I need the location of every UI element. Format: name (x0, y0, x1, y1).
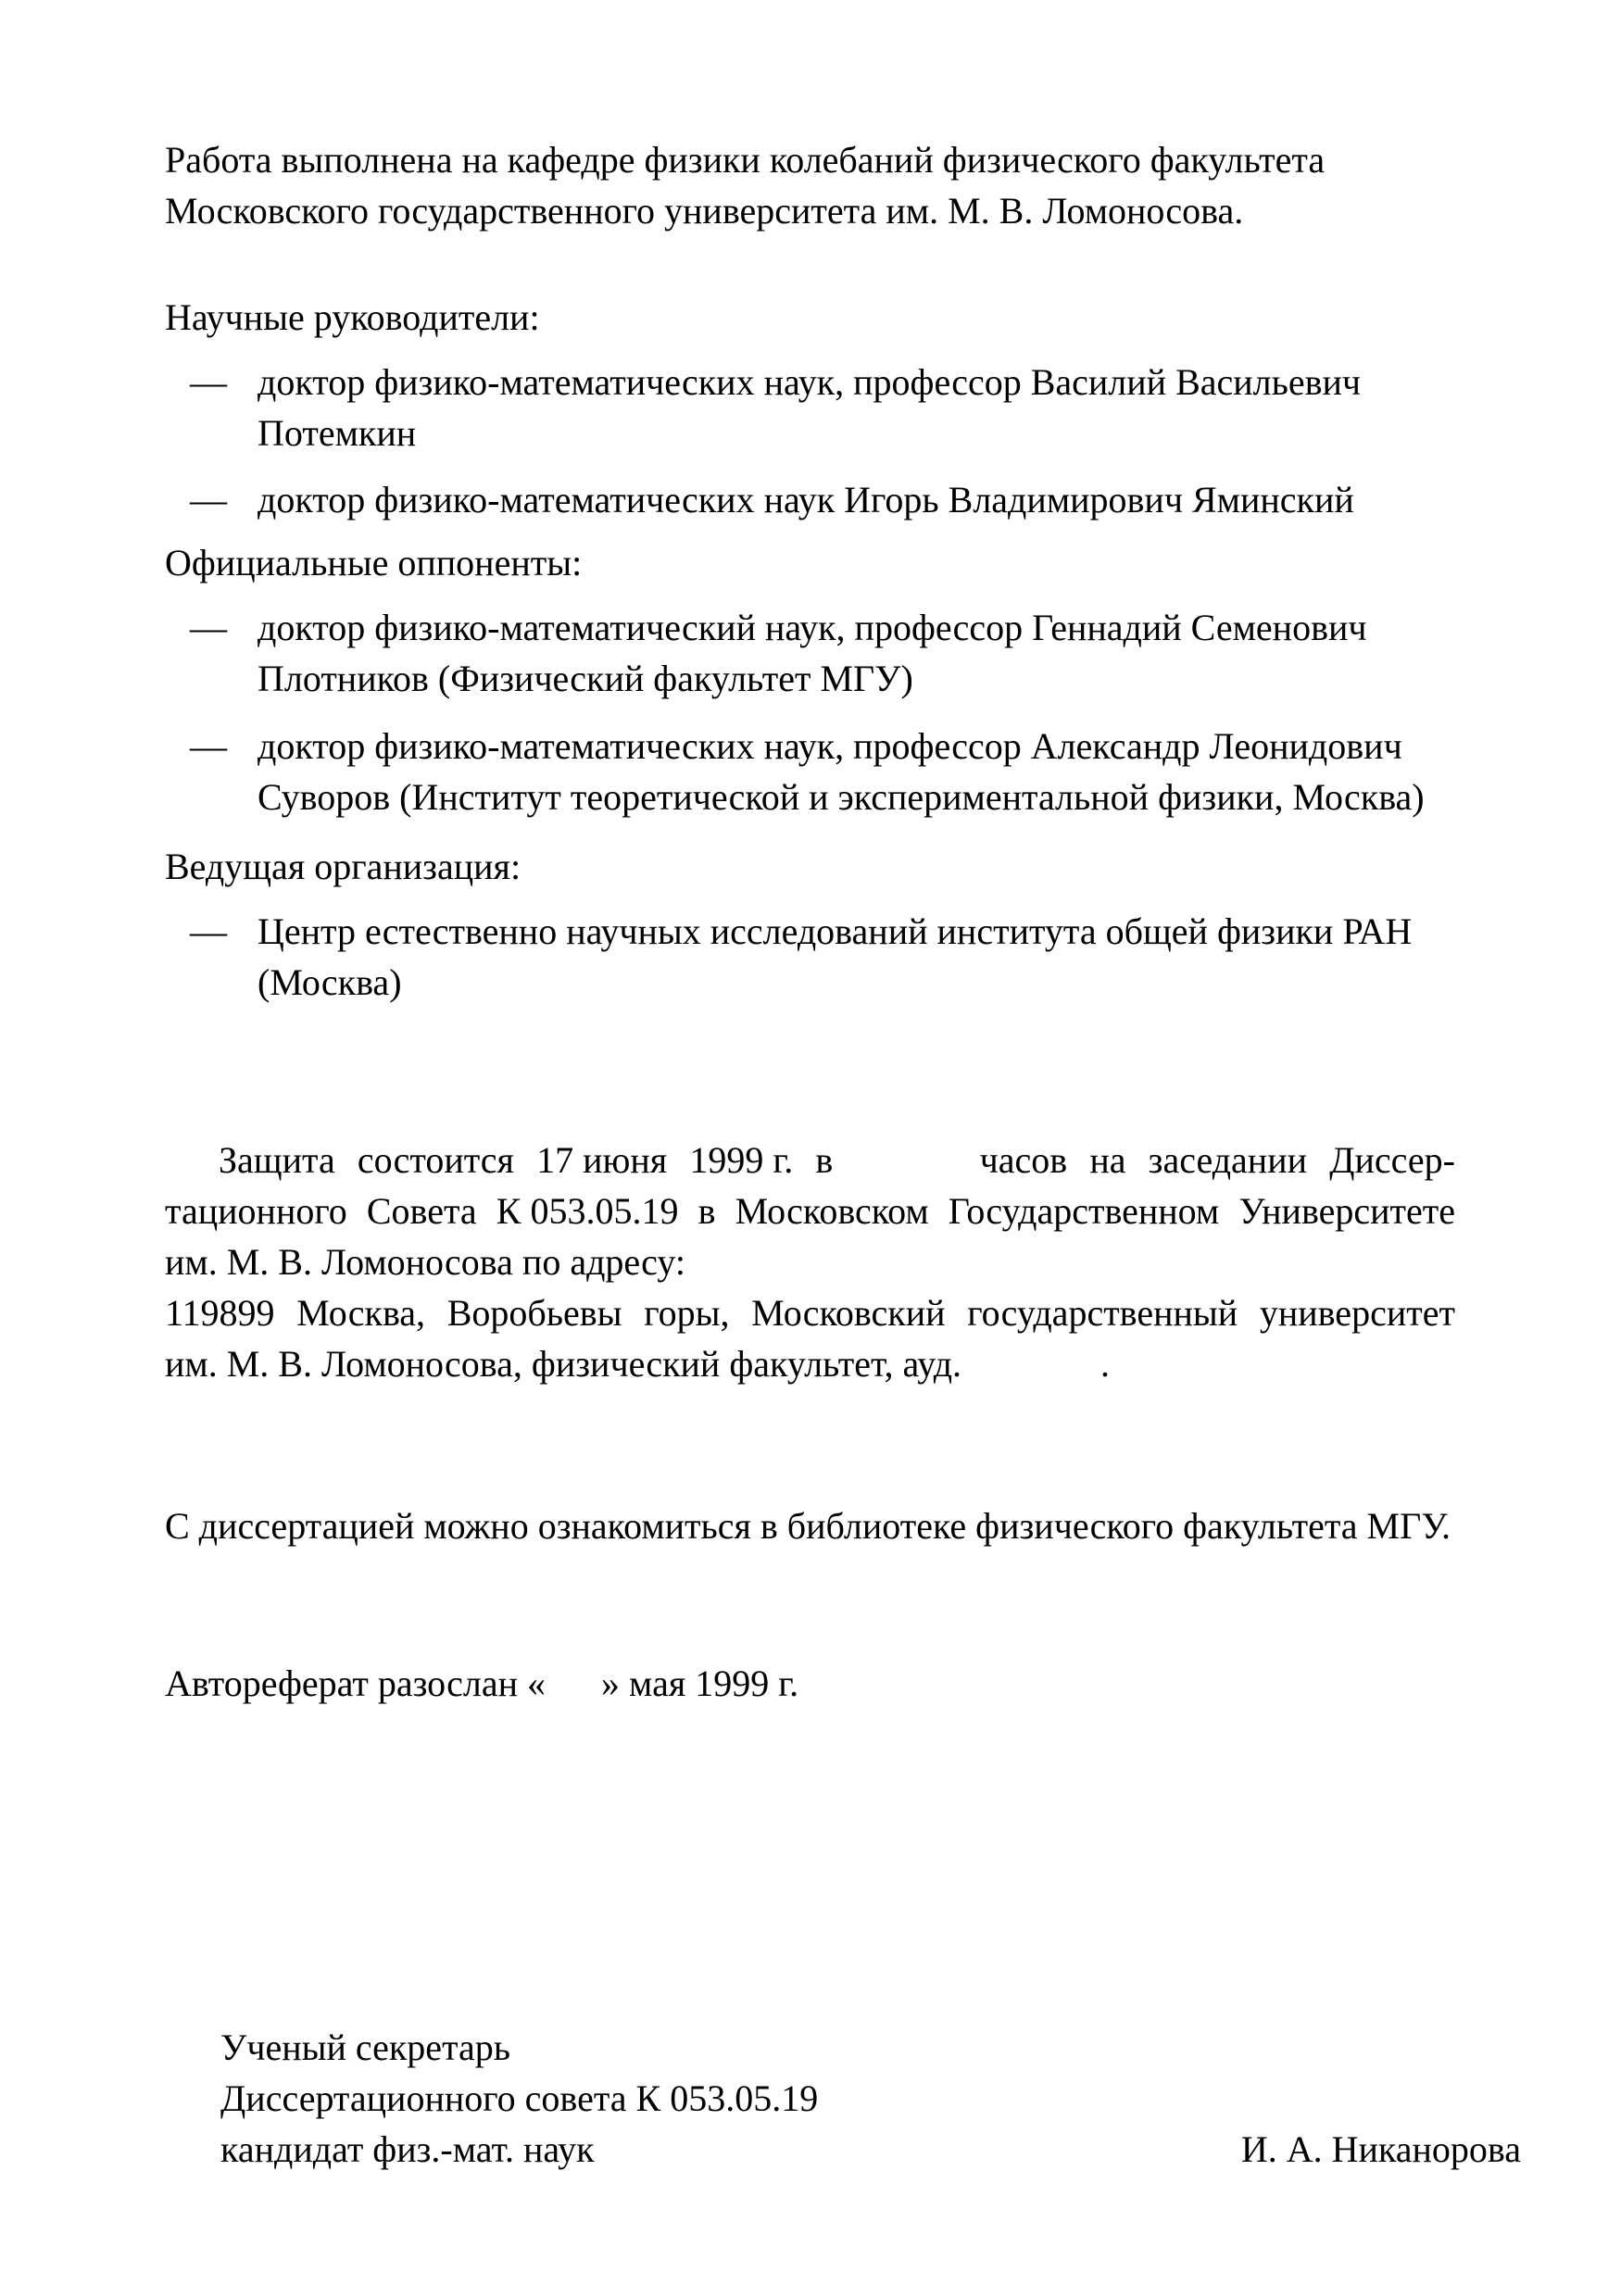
leading-org-line-1: Центр естественно научных исследований института общей физики РАН (258, 910, 1413, 952)
blank-hours (855, 1135, 957, 1186)
defense-line-5 (165, 1338, 1455, 1389)
list-dash: — (190, 607, 227, 648)
mailing-note (165, 1658, 1462, 1709)
defense-word: 17 июня (536, 1139, 668, 1181)
signature-block (220, 2022, 1147, 2175)
defense-word: 1999 г. (689, 1139, 794, 1181)
supervisor-1-line-1: доктор физико-математических наук, профессор Василий Васильевич (258, 361, 1362, 403)
intro-paragraph (165, 134, 1462, 236)
defense-line-3: им. М. В. Ломоносова по адресу: (165, 1241, 685, 1283)
defense-word: состоится (357, 1139, 514, 1181)
defense-period: . (1100, 1343, 1111, 1385)
opponent-1-line-1: доктор физико-математический наук, профессор Геннадий Семенович (258, 607, 1367, 648)
defense-word: Москва, (296, 1292, 426, 1334)
leading-org-line-2: (Москва) (258, 961, 402, 1003)
mailing-part-1: Автореферат разослан « (165, 1662, 547, 1704)
defense-word: в (697, 1190, 716, 1232)
defense-word: Университете (1238, 1190, 1455, 1232)
defense-word: Защита (219, 1139, 335, 1181)
signatory-name: И. А. Никанорова (1240, 2128, 1521, 2170)
defense-word: Московском (735, 1190, 929, 1232)
defense-word: государственный (967, 1292, 1238, 1334)
opponent-2-line-2: Суворов (Институт теоретической и экспериментальной физики, Москва) (258, 776, 1425, 818)
list-dash: — (190, 725, 227, 767)
signature-line-1: Ученый секретарь (220, 2026, 511, 2068)
defense-word: 119899 (165, 1292, 275, 1334)
defense-word: тационного (165, 1190, 347, 1232)
mailing-part-2: » мая 1999 г. (601, 1662, 799, 1704)
opponent-1-line-2: Плотников (Физический факультет МГУ) (258, 658, 913, 699)
defense-address-end: им. М. В. Ломоносова, физический факультет, ауд. (165, 1343, 962, 1385)
defense-word: Государственном (948, 1190, 1220, 1232)
library-note: С диссертацией можно ознакомиться в библиотеке физического факультета МГУ. (165, 1505, 1451, 1547)
defense-word: горы, (644, 1292, 730, 1334)
leading-org-heading: Ведущая организация: (165, 846, 521, 887)
defense-word: заседании (1148, 1139, 1308, 1181)
signature-line-3: кандидат физ.-мат. наук (220, 2128, 595, 2170)
defense-word: университет (1259, 1292, 1455, 1334)
defense-word: Воробьевы (446, 1292, 622, 1334)
intro-line-2: Московского государственного университета им. М. В. Ломоносова. (165, 190, 1244, 232)
defense-word: К 053.05.19 (496, 1190, 679, 1232)
defense-paragraph (165, 1135, 1455, 1389)
defense-word: в (815, 1139, 834, 1181)
defense-word: Московский (751, 1292, 946, 1334)
defense-word: Совета (366, 1190, 477, 1232)
defense-word: часов (979, 1139, 1068, 1181)
supervisor-2-line-1: доктор физико-математических наук Игорь Владимирович Яминский (258, 479, 1354, 521)
list-dash: — (190, 910, 227, 952)
signature-line-2: Диссертационного совета К 053.05.19 (220, 2077, 819, 2119)
defense-line-4 (165, 1287, 1455, 1338)
supervisor-1-line-2: Потемкин (258, 412, 417, 454)
list-dash: — (190, 361, 227, 403)
defense-line-2 (165, 1186, 1455, 1236)
list-dash: — (190, 479, 227, 521)
defense-word: на (1089, 1139, 1126, 1181)
intro-line-1: Работа выполнена на кафедре физики колебаний физического факультета (165, 139, 1326, 181)
opponent-2-line-1: доктор физико-математических наук, профессор Александр Леонидович (258, 725, 1402, 767)
opponents-heading: Официальные оппоненты: (165, 542, 583, 583)
supervisors-heading: Научные руководители: (165, 296, 540, 338)
defense-word: Диссер- (1329, 1139, 1455, 1181)
defense-line-1 (165, 1135, 1455, 1186)
